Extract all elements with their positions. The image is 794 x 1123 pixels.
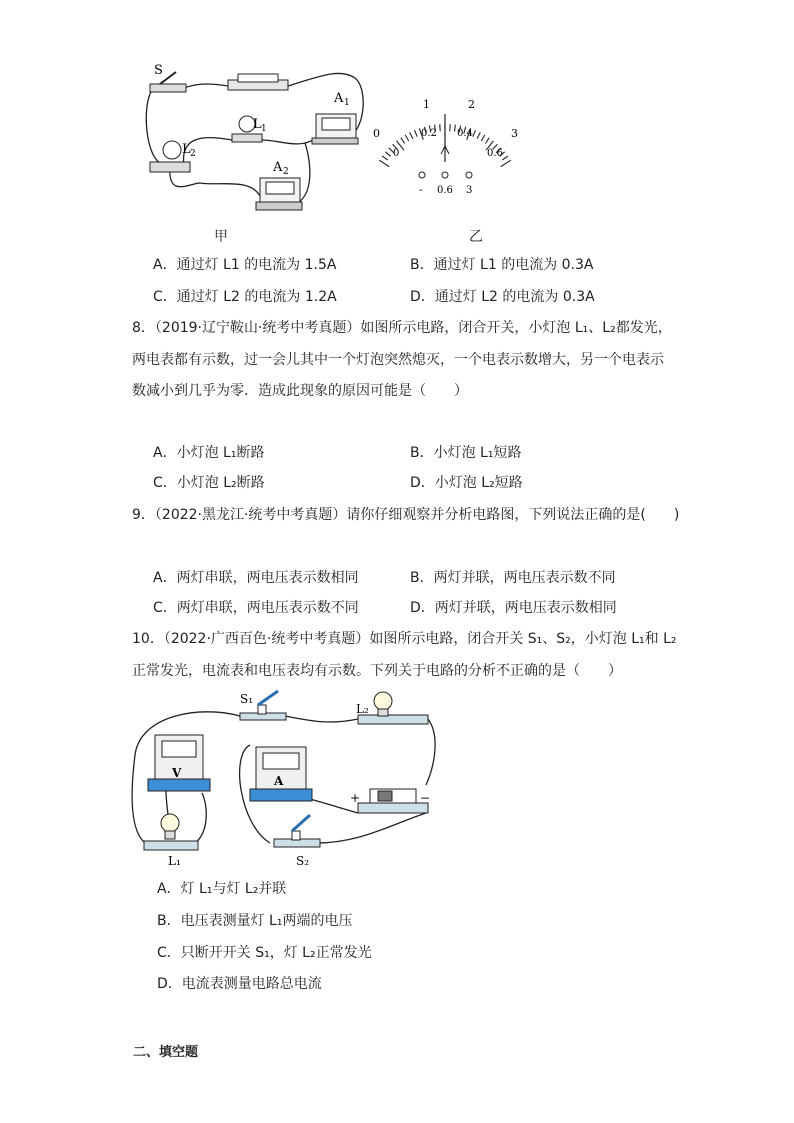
dial-tick [415, 130, 418, 137]
dial-tick [473, 130, 476, 137]
q8-option-b: B．小灯泡 L₁短路 [410, 445, 522, 461]
label-a2: A [273, 160, 283, 175]
q8-option-c: C．小灯泡 L₂断路 [153, 475, 265, 491]
q7-option-c: C．通过灯 L2 的电流为 1.2A [153, 289, 337, 305]
q10-option-c: C．只断开开关 S₁，灯 L₂正常发光 [157, 945, 372, 961]
battery [228, 74, 288, 90]
switch-s2 [274, 815, 320, 847]
dial-tick [485, 138, 489, 144]
q9-option-a: A．两灯串联，两电压表示数相同 [153, 570, 359, 586]
section-title: 二、填空题 [133, 1045, 199, 1060]
label-l1: L [253, 117, 262, 132]
dial-tick [502, 156, 508, 160]
terminal-06 [442, 172, 448, 178]
circuit-figure-q10 [130, 685, 450, 870]
label-plus: + [350, 791, 361, 805]
label-s2-q10: S₂ [296, 854, 310, 868]
label-a2-sub: 2 [283, 167, 289, 177]
label-a1-sub: 1 [344, 98, 350, 108]
q9-stem: 9．（2022·黑龙江·统考中考真题）请你仔细观察并分析电路图，下列说法正确的是( ) [132, 507, 680, 523]
terminal-label-3: 3 [466, 185, 473, 196]
caption-jia: 甲 [214, 229, 228, 245]
dial-tick [382, 156, 388, 160]
q7-option-b: B．通过灯 L1 的电流为 0.3A [410, 257, 594, 273]
dial-tick [401, 138, 405, 144]
q7-option-a: A．通过灯 L1 的电流为 1.5A [153, 257, 337, 273]
scale-mid-04: 0.4 [457, 128, 473, 139]
dial-tick [385, 152, 390, 157]
q10-stem-line-2: 正常发光，电流表和电压表均有示数。下列关于电路的分析不正确的是（ ） [132, 663, 622, 679]
q10-option-b: B．电压表测量灯 L₁两端的电压 [157, 913, 353, 929]
q7-option-d: D．通过灯 L2 的电流为 0.3A [410, 289, 595, 305]
q10-option-a: A．灯 L₁与灯 L₂并联 [157, 881, 287, 897]
scale-left-0: 0 [373, 127, 380, 140]
scale-right-3: 3 [511, 127, 518, 140]
label-l1-q10: L₁ [168, 854, 181, 868]
q9-option-d: D．两灯并联，两电压表示数相同 [410, 600, 617, 616]
label-l2-q10: L₂ [356, 702, 369, 716]
q8-stem-line-1: 8．（2019·辽宁鞍山·统考中考真题）如图所示电路，闭合开关，小灯泡 L₁、L₂都发光， [132, 320, 672, 336]
q8-option-a: A．小灯泡 L₁断路 [153, 445, 265, 461]
ammeter-a1 [312, 114, 358, 144]
lamp-l1-q10 [144, 814, 198, 850]
circuit-figure-jia [140, 58, 380, 228]
scale-mid-02: 0.2 [421, 128, 437, 139]
label-l2: L [182, 142, 191, 157]
dial-tick [405, 135, 409, 141]
ammeter-dial-figure-yi [365, 92, 535, 202]
dial-tick [410, 132, 413, 138]
q9-option-c: C．两灯串联，两电压表示数不同 [153, 600, 359, 616]
q10-option-d: D．电流表测量电路总电流 [157, 976, 322, 992]
q8-option-d: D．小灯泡 L₂短路 [410, 475, 523, 491]
label-a-q10: A [274, 774, 284, 788]
scale-lower-06: 0.6 [487, 148, 503, 159]
battery-q10 [358, 789, 431, 813]
q8-stem-line-2: 两电表都有示数，过一会儿其中一个灯泡突然熄灭，一个电表示数增大，另一个电表示 [132, 352, 664, 368]
label-v: V [172, 766, 182, 780]
label-l2-sub: 2 [190, 149, 196, 159]
terminal-label-neg: - [419, 185, 423, 196]
terminal-neg [419, 172, 425, 178]
ammeter-a2 [256, 178, 302, 210]
q10-stem-line-1: 10．（2022·广西百色·统考中考真题）如图所示电路，闭合开关 S₁、S₂，小灯泡 L₁和 L₂ [132, 631, 677, 647]
label-l1-sub: 1 [261, 124, 267, 134]
dial-tick [477, 132, 480, 138]
scale-lower-0: 0 [393, 148, 400, 159]
dial-tick [481, 135, 485, 141]
label-s: S [154, 63, 163, 78]
terminal-3 [466, 172, 472, 178]
dial-tick [455, 125, 456, 132]
label-s1-q10: S₁ [240, 692, 254, 706]
q8-stem-line-3: 数减小到几乎为零．造成此现象的原因可能是（ ） [132, 383, 468, 399]
voltmeter [148, 735, 210, 791]
terminal-label-06: 0.6 [437, 185, 453, 196]
scale-top-1: 1 [423, 98, 430, 111]
label-minus: − [420, 791, 431, 805]
dial-tick [501, 160, 511, 166]
label-a1: A [334, 91, 344, 106]
scale-top-2: 2 [468, 98, 475, 111]
caption-yi: 乙 [469, 229, 483, 245]
q9-option-b: B．两灯并联，两电压表示数不同 [410, 570, 616, 586]
dial-tick [379, 160, 389, 166]
